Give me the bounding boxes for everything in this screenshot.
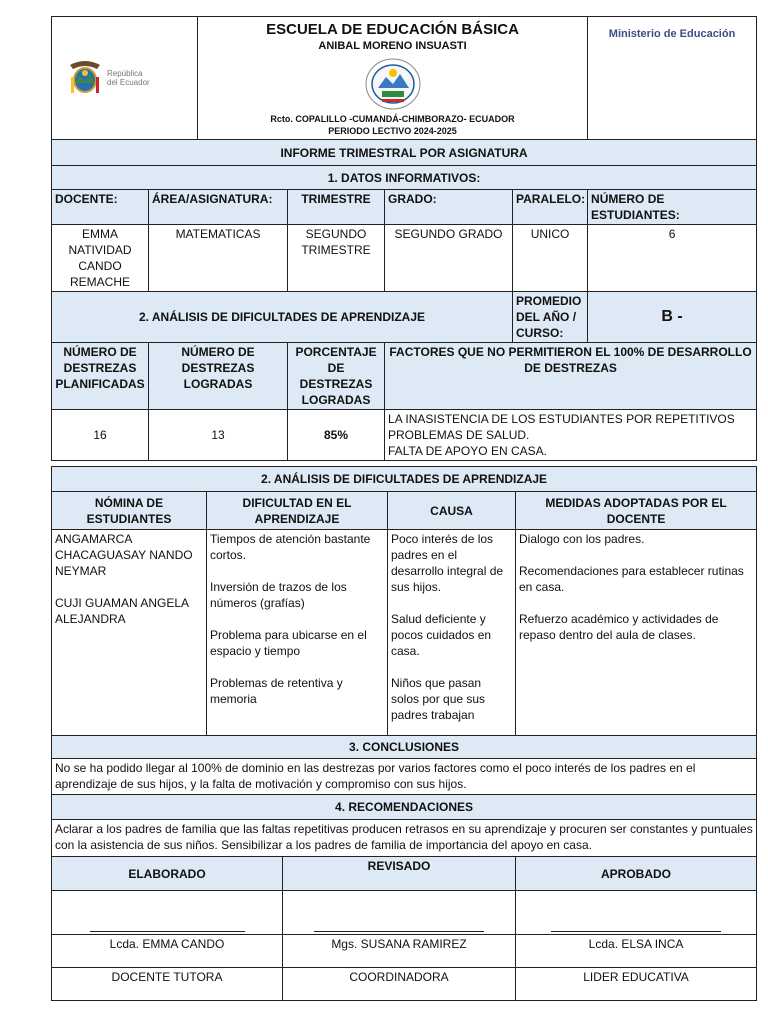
school-logo (364, 57, 422, 111)
value-planificadas: 16 (52, 410, 149, 461)
measure-item: Recomendaciones para establecer rutinas en casa. (519, 564, 744, 594)
student-name: CUJI GUAMAN ANGELA ALEJANDRA (55, 596, 189, 626)
header-planificadas: NÚMERO DE DESTREZAS PLANIFICADAS (52, 343, 149, 410)
signature-label-revisado: REVISADO (283, 857, 516, 891)
signature-space-aprobado (516, 891, 757, 935)
signature-label-aprobado: APROBADO (516, 857, 757, 891)
signature-name-revisado: Mgs. SUSANA RAMIREZ (283, 935, 516, 968)
ministry-logo-text: Ministerio de Educación (608, 28, 736, 40)
ecuador-coat-of-arms-icon (67, 59, 103, 97)
school-emblem-icon (364, 57, 422, 111)
cause-item: Salud deficiente y pocos cuidados en casa. (391, 612, 492, 658)
difficulties-cell (207, 530, 388, 736)
value-trimestre: SEGUNDO TRIMESTRE (288, 225, 385, 292)
signature-label-elaborado: ELABORADO (52, 857, 283, 891)
school-name: ESCUELA DE EDUCACIÓN BÁSICA (266, 21, 519, 38)
label-grado: GRADO: (385, 190, 513, 225)
factor-line: LA INASISTENCIA DE LOS ESTUDIANTES POR REPETITIVOS (388, 412, 735, 426)
signature-role-elaborado: DOCENTE TUTORA (52, 968, 283, 1001)
student-name: ANGAMARCA CHACAGUASAY NANDO NEYMAR (55, 532, 193, 578)
signature-space-revisado (283, 891, 516, 935)
label-trimestre: TRIMESTRE (288, 190, 385, 225)
signature-name-elaborado: Lcda. EMMA CANDO (52, 935, 283, 968)
signature-line (314, 931, 484, 932)
header-factores: FACTORES QUE NO PERMITIERON EL 100% DE DESARROLLO DE DESTREZAS (385, 343, 757, 410)
school-period: PERIODO LECTIVO 2024-2025 (328, 126, 457, 136)
students-cell (52, 530, 207, 736)
factor-line: PROBLEMAS DE SALUD. (388, 428, 530, 442)
signature-space-elaborado (52, 891, 283, 935)
measure-item: Refuerzo académico y actividades de repaso dentro del aula de clases. (519, 612, 719, 642)
report-main-table (51, 16, 757, 461)
difficulty-item: Tiempos de atención bastante cortos. (210, 532, 371, 562)
signature-role-aprobado: LIDER EDUCATIVA (516, 968, 757, 1001)
measures-cell (516, 530, 757, 736)
label-area: ÁREA/ASIGNATURA: (149, 190, 288, 225)
cause-item: Niños que pasan solos por que sus padres trabajan (391, 676, 486, 722)
factores-cell (385, 410, 757, 461)
signature-line (551, 931, 721, 932)
signature-line (90, 931, 245, 932)
conclusions-text: No se ha podido llegar al 100% de dominio en las destrezas por varios factores como el poco interés de los padres en el aprendizaje de sus hijos, y la falta de motivación y compromiso con sus hijos. (52, 759, 757, 795)
recommendations-text: Aclarar a los padres de familia que las faltas repetitivas producen retrasos en su aprendizaje y procuren ser constantes y puntuales con la asistencia de sus niños. Sensibilizar a los padres de familia de importancia del apoyo en casa. (52, 820, 757, 857)
report-page (51, 16, 756, 1001)
school-subname: ANIBAL MORENO INSUASTI (318, 40, 467, 52)
measure-item: Dialogo con los padres. (519, 532, 645, 546)
value-paralelo: UNICO (513, 225, 588, 292)
value-porcentaje: 85% (288, 410, 385, 461)
difficulty-item: Inversión de trazos de los números (grafías) (210, 580, 347, 610)
header-dificultad: DIFICULTAD EN EL APRENDIZAJE (207, 492, 388, 530)
report-title: INFORME TRIMESTRAL POR ASIGNATURA (52, 140, 757, 166)
conclusions-title: 3. CONCLUSIONES (52, 736, 757, 759)
value-num-estudiantes: 6 (588, 225, 757, 292)
report-second-table (51, 466, 757, 1001)
ministry-cell (588, 17, 757, 140)
coat-of-arms-cell (52, 17, 198, 140)
promedio-value: B - (588, 292, 757, 343)
analysis-a-title: 2. ANÁLISIS DE DIFICULTADES DE APRENDIZAJE (52, 292, 513, 343)
signature-name-aprobado: Lcda. ELSA INCA (516, 935, 757, 968)
value-logradas: 13 (149, 410, 288, 461)
label-paralelo: PARALELO: (513, 190, 588, 225)
promedio-label: PROMEDIO DEL AÑO / CURSO: (513, 292, 588, 343)
signature-role-revisado: COORDINADORA (283, 968, 516, 1001)
difficulty-item: Problema para ubicarse en el espacio y tiempo (210, 628, 367, 658)
analysis-b-title: 2. ANÁLISIS DE DIFICULTADES DE APRENDIZAJE (52, 467, 757, 492)
value-area: MATEMATICAS (149, 225, 288, 292)
coat-caption-line: del Ecuador (107, 78, 150, 87)
value-docente: EMMA NATIVIDAD CANDO REMACHE (52, 225, 149, 292)
label-num-estudiantes: NÚMERO DE ESTUDIANTES: (588, 190, 757, 225)
section1-title: 1. DATOS INFORMATIVOS: (52, 166, 757, 190)
header-medidas: MEDIDAS ADOPTADAS POR EL DOCENTE (516, 492, 757, 530)
header-logradas: NÚMERO DE DESTREZAS LOGRADAS (149, 343, 288, 410)
value-grado: SEGUNDO GRADO (385, 225, 513, 292)
coat-caption-line: República (107, 69, 143, 78)
header-porcentaje: PORCENTAJE DE DESTREZAS LOGRADAS (288, 343, 385, 410)
header-causa: CAUSA (388, 492, 516, 530)
school-header-cell (198, 17, 588, 140)
recommendations-title: 4. RECOMENDACIONES (52, 795, 757, 820)
school-location: Rcto. COPALILLO -CUMANDÁ-CHIMBORAZO- ECUADOR (270, 114, 515, 124)
difficulty-item: Problemas de retentiva y memoria (210, 676, 343, 706)
cause-item: Poco interés de los padres en el desarrollo integral de sus hijos. (391, 532, 504, 594)
label-docente: DOCENTE: (52, 190, 149, 225)
header-nomina: NÓMINA DE ESTUDIANTES (52, 492, 207, 530)
factor-line: FALTA DE APOYO EN CASA. (388, 444, 547, 458)
causes-cell (388, 530, 516, 736)
